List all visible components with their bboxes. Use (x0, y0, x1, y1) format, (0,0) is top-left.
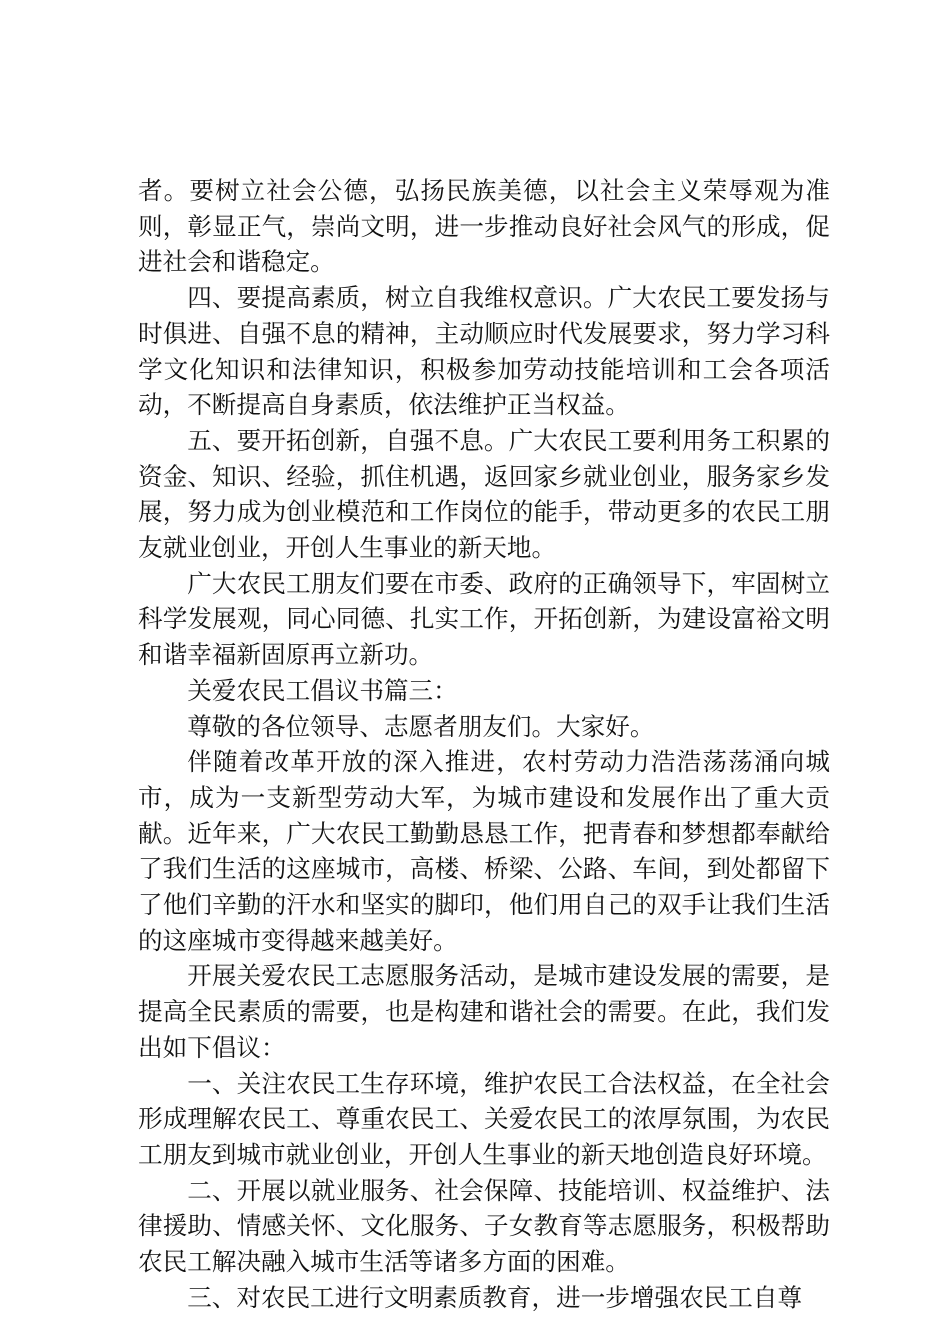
paragraph-9: 一、关注农民工生存环境，维护农民工合法权益，在全社会形成理解农民工、尊重农民工、关爱农民工的浓厚氛围，为农民工朋友到城市就业创业，开创人生事业的新天地创造良好环境。 (138, 1068, 830, 1169)
paragraph-7: 伴随着改革开放的深入推进，农村劳动力浩浩荡荡涌向城市，成为一支新型劳动大军，为城市建设和发展作出了重大贡献。近年来，广大农民工勤勤恳恳工作，把青春和梦想都奉献给了我们生活的这座城市，高楼、桥梁、公路、车间，到处都留下了他们辛勤的汗水和坚实的脚印，他们用自己的双手让我们生活的这座城市变得越来越美好。 (138, 747, 830, 955)
paragraph-11: 三、对农民工进行文明素质教育，进一步增强农民工自尊 (187, 1282, 803, 1312)
paragraph-8: 开展关爱农民工志愿服务活动，是城市建设发展的需要，是提高全民素质的需要，也是构建和谐社会的需要。在此，我们发出如下倡议： (138, 961, 830, 1062)
document-body (138, 173, 830, 1316)
paragraph-3: 五、要开拓创新，自强不息。广大农民工要利用务工积累的资金、知识、经验，抓住机遇，返回家乡就业创业，服务家乡发展，努力成为创业模范和工作岗位的能手，带动更多的农民工朋友就业创业，开创人生事业的新天地。 (138, 425, 830, 563)
paragraph-4: 广大农民工朋友们要在市委、政府的正确领导下，牢固树立科学发展观，同心同德、扎实工作，开拓创新，为建设富裕文明和谐幸福新固原再立新功。 (138, 568, 830, 670)
paragraph-2: 四、要提高素质，树立自我维权意识。广大农民工要发扬与时俱进、自强不息的精神，主动顺应时代发展要求，努力学习科学文化知识和法律知识，积极参加劳动技能培训和工会各项活动，不断提高自身素质，依法维护正当权益。 (138, 283, 830, 420)
paragraph-10: 二、开展以就业服务、社会保障、技能培训、权益维护、法律援助、情感关怀、文化服务、子女教育等志愿服务，积极帮助农民工解决融入城市生活等诸多方面的困难。 (138, 1175, 830, 1277)
section-heading: 关爱农民工倡议书篇三： (187, 675, 458, 705)
paragraph-1: 者。要树立社会公德，弘扬民族美德，以社会主义荣辱观为准则，彰显正气，崇尚文明，进一步推动良好社会风气的形成，促进社会和谐稳定。 (138, 176, 830, 277)
salutation: 尊敬的各位领导、志愿者朋友们。大家好。 (187, 711, 655, 741)
